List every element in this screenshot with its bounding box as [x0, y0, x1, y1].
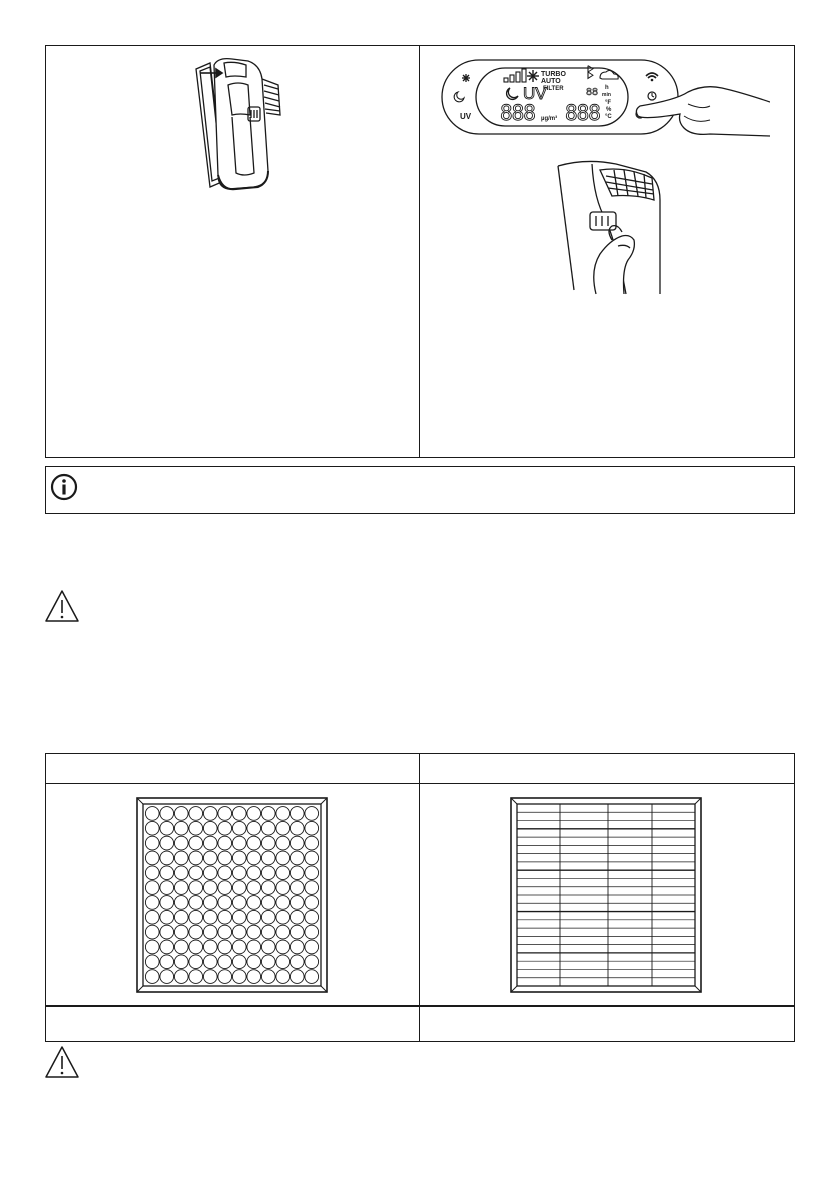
control-panel-display [440, 58, 770, 138]
filter-table-header-line [45, 783, 795, 784]
purifier-open-panel-illustration [188, 55, 298, 195]
uv-button-label: UV [460, 112, 472, 121]
timer-digits: 88 [586, 87, 599, 98]
warning-icon [44, 1044, 80, 1080]
celsius-unit: °C [605, 114, 612, 120]
purifier-side-button-illustration [556, 160, 666, 300]
warning-icon [44, 588, 80, 624]
pm-unit: µg/m³ [541, 116, 558, 122]
top-table-divider [419, 45, 420, 458]
pm-digits: 888 [500, 101, 535, 125]
filter-table-footer-line [45, 1005, 795, 1007]
fahrenheit-unit: °F [605, 100, 612, 106]
hour-unit: h [605, 85, 609, 91]
min-unit: min [602, 92, 611, 98]
auto-indicator: AUTO [541, 78, 561, 85]
filter-indicator: FILTER [543, 86, 564, 92]
percent-unit: % [606, 107, 612, 113]
temp-digits: 888 [565, 101, 600, 125]
turbo-indicator: TURBO [541, 71, 566, 78]
uv-indicator: UV [523, 84, 547, 103]
info-icon [50, 473, 78, 501]
info-note-box [45, 466, 795, 514]
hepa-filter-illustration [510, 797, 702, 993]
filter-table-divider [419, 753, 420, 1042]
carbon-filter-illustration [136, 797, 328, 993]
